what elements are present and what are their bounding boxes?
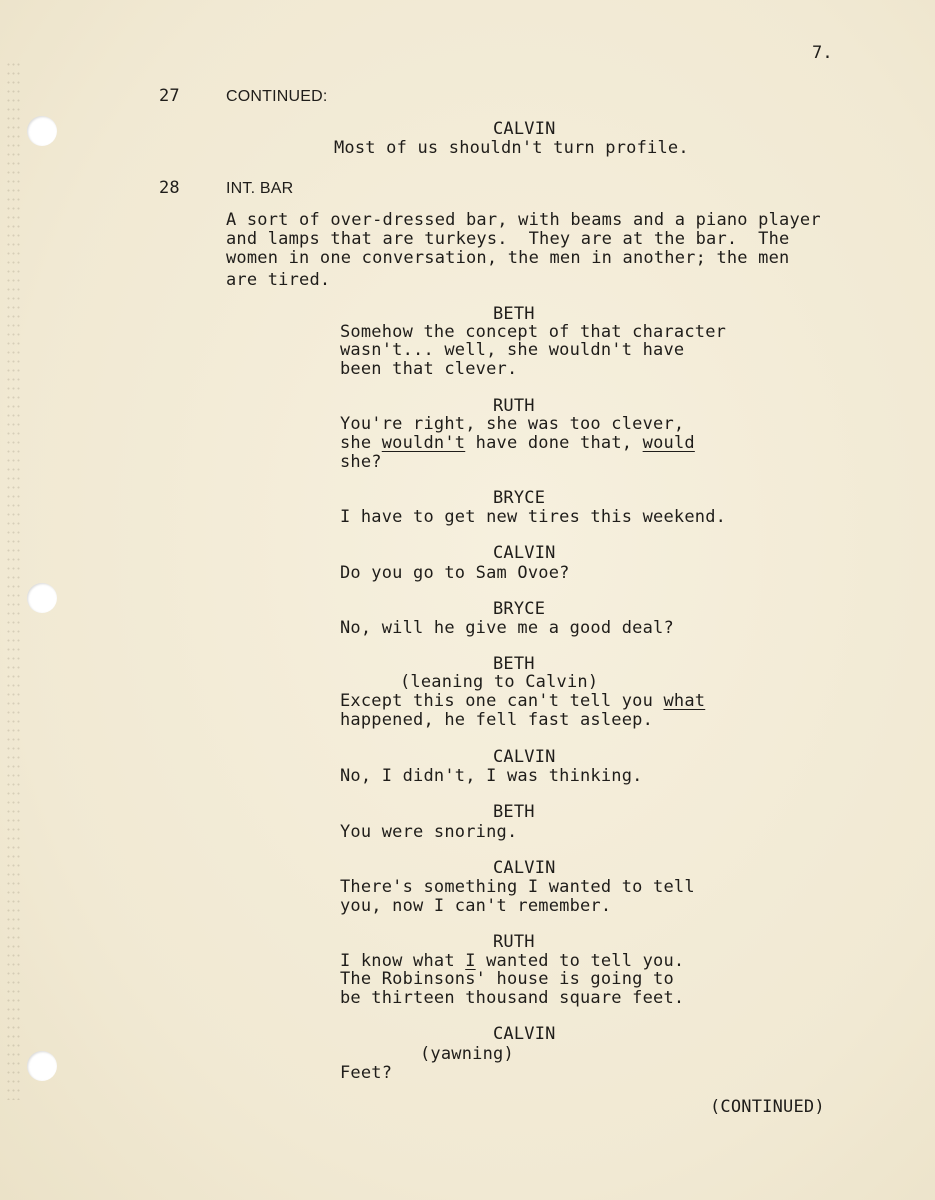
dialogue-line: There's something I wanted to tell bbox=[340, 877, 695, 897]
continued-footer: (CONTINUED) bbox=[710, 1097, 825, 1117]
character-name: CALVIN bbox=[493, 1024, 556, 1044]
dialogue-line: she? bbox=[340, 452, 382, 472]
binder-hole-middle bbox=[27, 583, 57, 613]
parenthetical: (leaning to Calvin) bbox=[400, 672, 599, 692]
character-name: RUTH bbox=[493, 932, 535, 952]
dialogue-line: Most of us shouldn't turn profile. bbox=[334, 138, 689, 158]
binder-hole-top bbox=[27, 116, 57, 146]
dialogue-line: Feet? bbox=[340, 1063, 393, 1083]
dialogue-line: been that clever. bbox=[340, 359, 518, 379]
action-line: are tired. bbox=[226, 270, 331, 290]
character-name: BETH bbox=[493, 654, 535, 674]
action-line: A sort of over-dressed bar, with beams and a piano player bbox=[226, 210, 821, 230]
dialogue-text: I know what bbox=[340, 951, 466, 971]
dialogue-line: No, will he give me a good deal? bbox=[340, 618, 674, 638]
character-name: BETH bbox=[493, 802, 535, 822]
dialogue-text: she bbox=[340, 433, 382, 453]
character-name: BRYCE bbox=[493, 599, 546, 619]
dialogue-line bbox=[340, 434, 695, 453]
emphasis-underline: I bbox=[465, 951, 476, 971]
emphasis-underline: wouldn't bbox=[381, 433, 466, 453]
dialogue-line: The Robinsons' house is going to bbox=[340, 969, 674, 989]
dialogue-line: you, now I can't remember. bbox=[340, 896, 612, 916]
action-line: women in one conversation, the men in another; the men bbox=[226, 248, 790, 268]
page-number: 7. bbox=[812, 43, 833, 63]
dialogue-line: happened, he fell fast asleep. bbox=[340, 710, 654, 730]
binder-hole-bottom bbox=[27, 1051, 57, 1081]
emphasis-underline: would bbox=[642, 433, 695, 453]
dialogue-line: You were snoring. bbox=[340, 822, 518, 842]
scene-number: 27 bbox=[159, 86, 180, 106]
dialogue-line: You're right, she was too clever, bbox=[340, 414, 685, 434]
scene-heading: CONTINUED: bbox=[226, 88, 328, 105]
scene-heading: INT. BAR bbox=[226, 180, 294, 197]
parenthetical: (yawning) bbox=[420, 1044, 514, 1064]
dialogue-text: have done that, bbox=[465, 433, 643, 453]
action-line: and lamps that are turkeys. They are at the bar. The bbox=[226, 229, 790, 249]
dialogue-text: wanted to tell you. bbox=[475, 951, 685, 971]
character-name: CALVIN bbox=[493, 747, 556, 767]
scene-number: 28 bbox=[159, 178, 180, 198]
character-name: CALVIN bbox=[493, 119, 556, 139]
page-edge-specks bbox=[6, 60, 20, 1100]
dialogue-text: Except this one can't tell you bbox=[340, 691, 664, 711]
dialogue-line: wasn't... well, she wouldn't have bbox=[340, 340, 685, 360]
dialogue-line: be thirteen thousand square feet. bbox=[340, 988, 685, 1008]
dialogue-line bbox=[340, 692, 705, 711]
emphasis-underline: what bbox=[663, 691, 706, 711]
dialogue-line: No, I didn't, I was thinking. bbox=[340, 766, 643, 786]
character-name: BETH bbox=[493, 304, 535, 324]
dialogue-line: I have to get new tires this weekend. bbox=[340, 507, 727, 527]
dialogue-line: Somehow the concept of that character bbox=[340, 322, 727, 342]
character-name: CALVIN bbox=[493, 543, 556, 563]
character-name: RUTH bbox=[493, 396, 535, 416]
character-name: BRYCE bbox=[493, 488, 546, 508]
character-name: CALVIN bbox=[493, 858, 556, 878]
dialogue-line: Do you go to Sam Ovoe? bbox=[340, 563, 570, 583]
